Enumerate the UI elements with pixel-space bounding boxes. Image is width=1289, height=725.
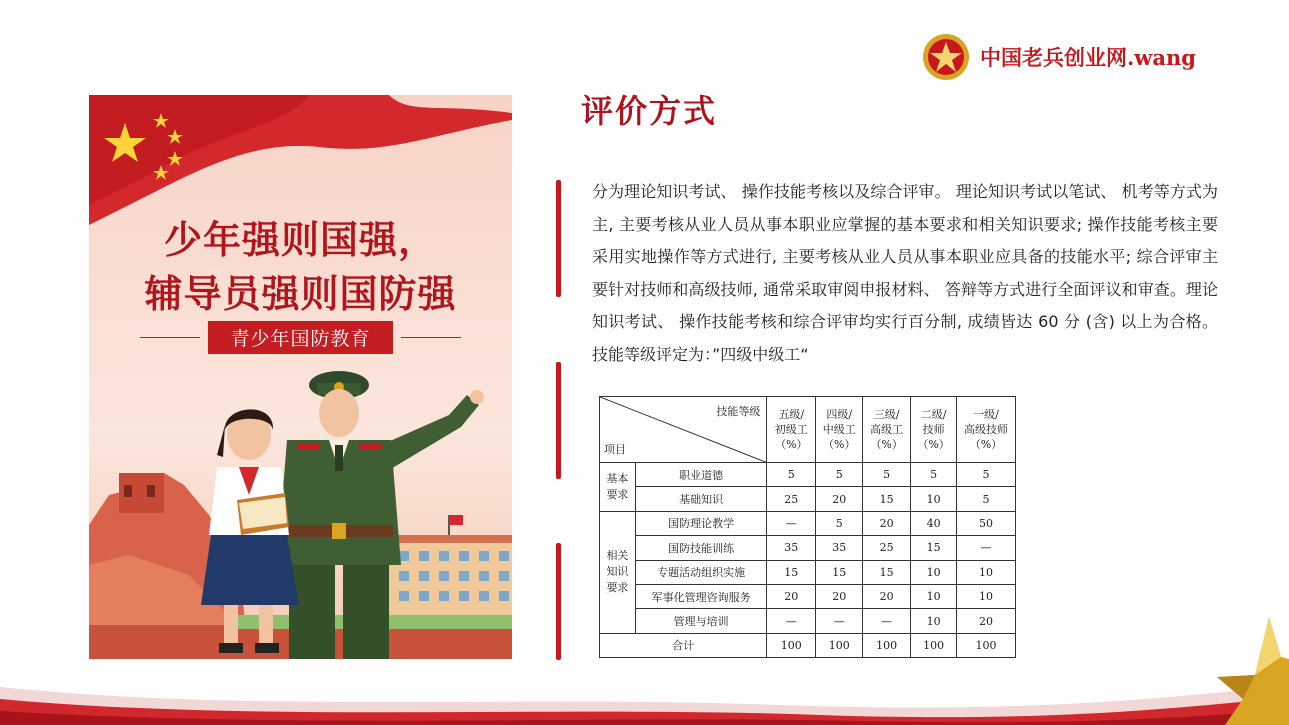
value-cell: 15 bbox=[911, 536, 957, 560]
value-cell: 35 bbox=[816, 536, 863, 560]
value-cell: 15 bbox=[863, 487, 911, 511]
logo-text: 中国老兵创业网.wang bbox=[980, 45, 1196, 70]
value-cell: 5 bbox=[911, 463, 957, 487]
value-cell: 5 bbox=[957, 463, 1016, 487]
value-cell: 10 bbox=[911, 560, 957, 584]
accent-bar bbox=[556, 362, 561, 479]
total-cell: 100 bbox=[863, 633, 911, 657]
value-cell: 20 bbox=[863, 584, 911, 608]
poster-subtitle-bar bbox=[89, 321, 512, 353]
weight-table bbox=[599, 396, 1016, 658]
value-cell: 15 bbox=[767, 560, 816, 584]
corner-label-items: 项目 bbox=[604, 443, 626, 456]
level-header: 一级/ 高级技师 （%） bbox=[957, 397, 1016, 463]
value-cell: 10 bbox=[911, 609, 957, 633]
value-cell: 10 bbox=[911, 584, 957, 608]
value-cell: 5 bbox=[767, 463, 816, 487]
value-cell: 15 bbox=[816, 560, 863, 584]
corner-label-levels: 技能等级 bbox=[716, 405, 761, 418]
group-label-knowledge: 相关 知识 要求 bbox=[600, 511, 636, 633]
gold-star-icon bbox=[1185, 617, 1289, 725]
item-cell: 军事化管理咨询服务 bbox=[635, 584, 766, 608]
level-header: 五级/ 初级工 （%） bbox=[767, 397, 816, 463]
poster-subtitle: 青少年国防教育 bbox=[208, 321, 392, 354]
table-row bbox=[600, 511, 1016, 535]
item-cell: 国防理论教学 bbox=[635, 511, 766, 535]
item-cell: 国防技能训练 bbox=[635, 536, 766, 560]
value-cell: 10 bbox=[911, 487, 957, 511]
table-row bbox=[600, 536, 1016, 560]
accent-bar bbox=[556, 180, 561, 297]
table-row bbox=[600, 463, 1016, 487]
poster-title-line1: 少年强则国强， bbox=[163, 218, 437, 262]
value-cell: — bbox=[767, 609, 816, 633]
value-cell: 20 bbox=[816, 584, 863, 608]
group-label-basic: 基本 要求 bbox=[600, 463, 636, 512]
value-cell: 10 bbox=[957, 584, 1016, 608]
divider bbox=[401, 337, 461, 338]
value-cell: 15 bbox=[863, 560, 911, 584]
table-row bbox=[600, 487, 1016, 511]
poster-image bbox=[89, 95, 512, 659]
value-cell: 5 bbox=[816, 463, 863, 487]
divider bbox=[140, 337, 200, 338]
poster-illustration bbox=[89, 95, 512, 659]
table-row bbox=[600, 609, 1016, 633]
value-cell: 20 bbox=[863, 511, 911, 535]
bottom-wave-decoration bbox=[0, 665, 1289, 725]
value-cell: 5 bbox=[957, 487, 1016, 511]
table-row bbox=[600, 560, 1016, 584]
poster-title-line2: 辅导员强则国防强 bbox=[144, 272, 457, 316]
total-cell: 100 bbox=[911, 633, 957, 657]
total-cell: 100 bbox=[767, 633, 816, 657]
item-cell: 管理与培训 bbox=[635, 609, 766, 633]
value-cell: — bbox=[767, 511, 816, 535]
value-cell: 35 bbox=[767, 536, 816, 560]
accent-bar bbox=[556, 543, 561, 660]
value-cell: 10 bbox=[957, 560, 1016, 584]
page-title: 评价方式 bbox=[581, 92, 718, 130]
level-header: 二级/ 技师 （%） bbox=[911, 397, 957, 463]
value-cell: — bbox=[957, 536, 1016, 560]
value-cell: — bbox=[816, 609, 863, 633]
value-cell: 20 bbox=[816, 487, 863, 511]
value-cell: 20 bbox=[767, 584, 816, 608]
value-cell: 50 bbox=[957, 511, 1016, 535]
value-cell: 5 bbox=[816, 511, 863, 535]
army-emblem-icon bbox=[922, 33, 970, 81]
description-paragraph: 分为理论知识考试、 操作技能考核以及综合评审。 理论知识考试以笔试、 机考等方式为主, 主要考核从业人员从事本职业应掌握的基本要求和相关知识要求; 操作技能考核主要采用实地操作等方式进行, 主要考核从业人员从事本职业应具备的技能水平; 综合评审主要针对技师和高级技师, 通常采取审阅申报材料、 答辩等方式进行全面评议和审查。理论知识考试、 操作技能考核和综合评审均实行百分制, 成绩皆达 60 分 (含) 以上为合格。技能等级评定为：”四级中级工“ bbox=[592, 182, 1218, 364]
value-cell: — bbox=[863, 609, 911, 633]
value-cell: 5 bbox=[863, 463, 911, 487]
total-cell: 100 bbox=[957, 633, 1016, 657]
total-label: 合计 bbox=[600, 633, 767, 657]
value-cell: 25 bbox=[863, 536, 911, 560]
item-cell: 专题活动组织实施 bbox=[635, 560, 766, 584]
item-cell: 职业道德 bbox=[635, 463, 766, 487]
table-row bbox=[600, 584, 1016, 608]
value-cell: 25 bbox=[767, 487, 816, 511]
table-total-row bbox=[600, 633, 1016, 657]
total-cell: 100 bbox=[816, 633, 863, 657]
value-cell: 40 bbox=[911, 511, 957, 535]
table-corner-cell bbox=[600, 397, 767, 463]
item-cell: 基础知识 bbox=[635, 487, 766, 511]
level-header: 三级/ 高级工 （%） bbox=[863, 397, 911, 463]
level-header: 四级/ 中级工 （%） bbox=[816, 397, 863, 463]
value-cell: 20 bbox=[957, 609, 1016, 633]
table-header-row bbox=[600, 397, 1016, 463]
site-logo[interactable] bbox=[922, 33, 1196, 81]
